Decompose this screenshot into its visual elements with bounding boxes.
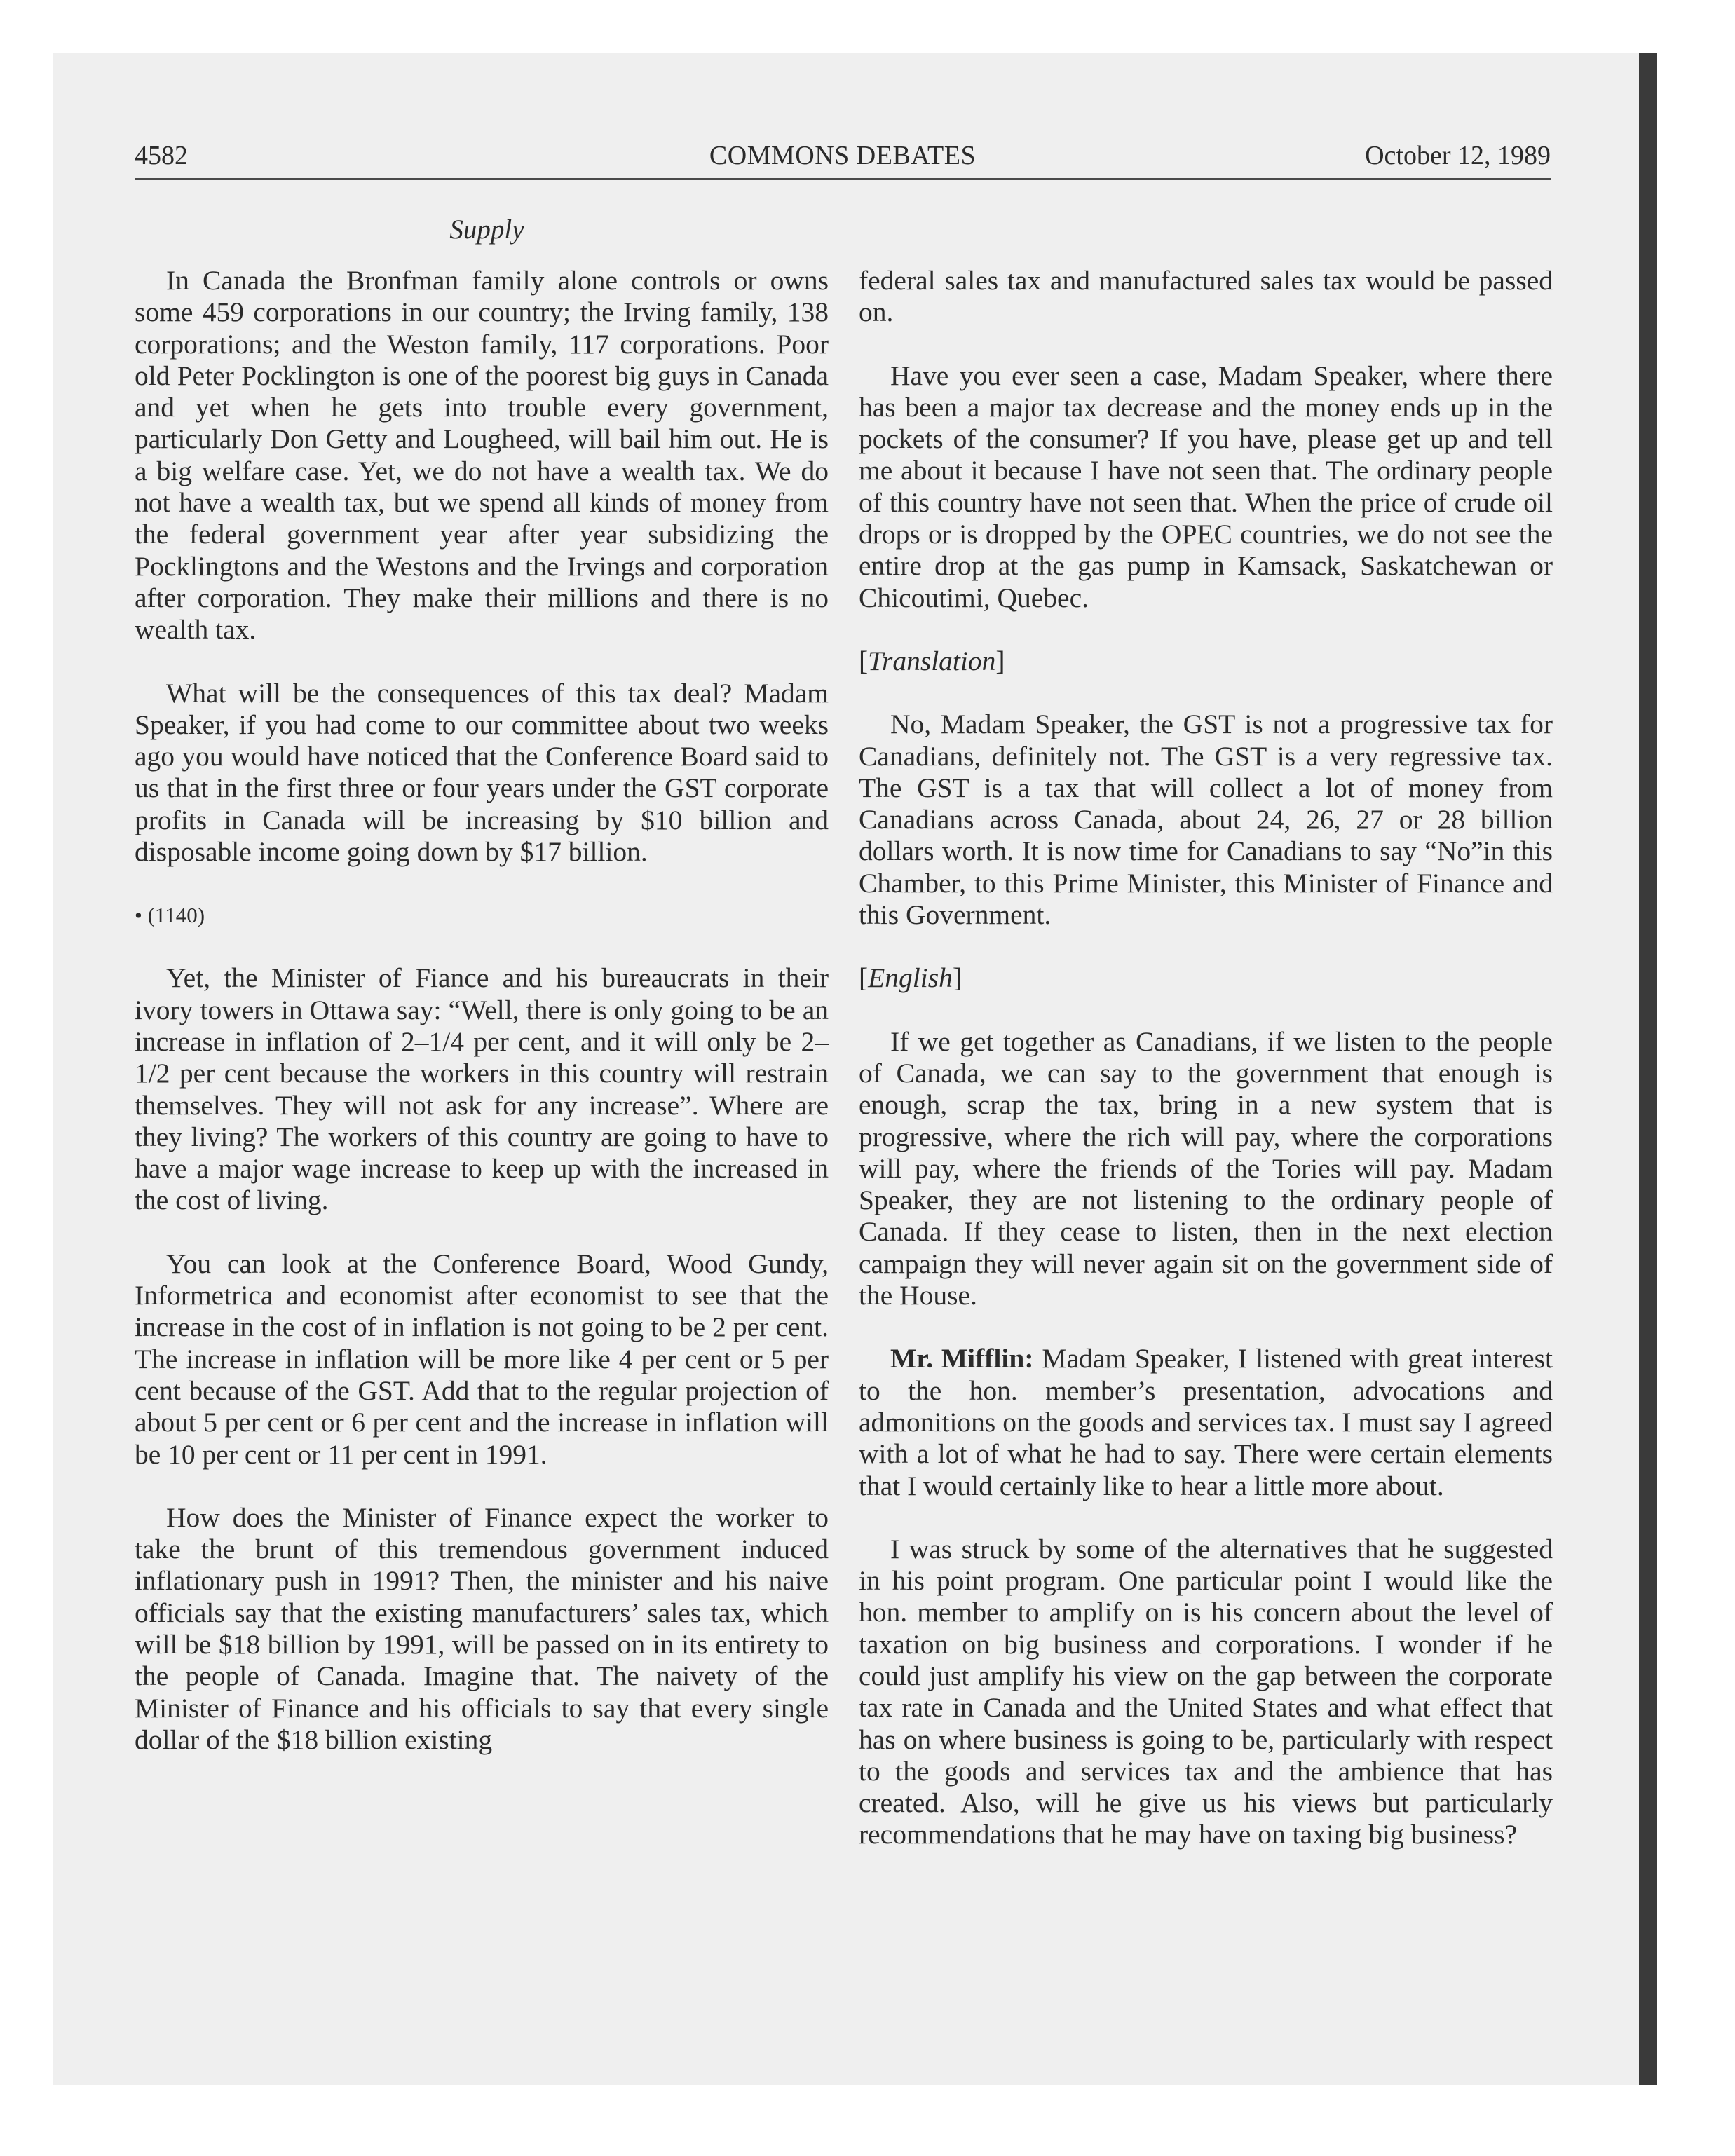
- paragraph: You can look at the Conference Board, Wood Gundy, Informetrica and economist after economist to see that the increase in the cost of in inflation is not going to be 2 per cent. The increase in inflation will be more like 4 per cent or 5 per cent because of the GST. Add that to the regular projection of about 5 per cent or 6 per cent and the increase in inflation will be 10 per cent or 11 per cent in 1991.: [135, 1248, 829, 1470]
- paragraph: In Canada the Bronfman family alone controls or owns some 459 corporations in our country; the Irving family, 138 corporations; and the Weston family, 117 corporations. Poor old Peter Pocklington is one of the poorest big guys in Canada and yet when he gets into trouble every government, particularly Don Getty and Lougheed, will bail him out. He is a big welfare case. Yet, we do not have a wealth tax. We do not have a wealth tax, but we spend all kinds of money from the federal government year after year subsidizing the Pocklingtons and the Westons and the Irvings and corporation after corporation. They make their millions and there is no wealth tax.: [135, 265, 829, 646]
- paragraph: Yet, the Minister of Fiance and his bureaucrats in their ivory towers in Ottawa say: “Well, there is only going to be an increase in inflation of 2–1/4 per cent, and it will only be 2–1/2 per cent because the workers in this country will restrain themselves. They will not ask for any increase”. Where are they living? The workers of this country are going to have to have a major wage increase to keep up with the increased in the cost of living.: [135, 962, 829, 1216]
- paragraph: How does the Minister of Finance expect the worker to take the brunt of this tremendous government induced inflationary push in 1991? Then, the minister and his naive officials say that the existing manufacturers’ sales tax, which will be $18 billion by 1991, will be passed on in its entirety to the people of Canada. Imagine that. The naivety of the Minister of Finance and his officials to say that every single dollar of the $18 billion existing: [135, 1501, 829, 1755]
- english-label: [English]: [859, 962, 962, 994]
- paragraph-continued: federal sales tax and manufactured sales tax would be passed on.: [859, 265, 1553, 328]
- paragraph: What will be the consequences of this tax deal? Madam Speaker, if you had come to our committee about two weeks ago you would have noticed that the Conference Board said to us that in the first three or four years under the GST corporate profits in Canada will be increasing by $10 billion and disposable income going down by $17 billion.: [135, 677, 829, 868]
- paragraph: No, Madam Speaker, the GST is not a progressive tax for Canadians, definitely not. The GST is a very regressive tax. The GST is a tax that will collect a lot of money from Canadians across Canada, about 24, 26, 27 or 28 billion dollars worth. It is now time for Canadians to say “No”in this Chamber, to this Prime Minister, this Minister of Finance and this Government.: [859, 709, 1553, 931]
- left-column: [135, 265, 829, 1787]
- right-column: [859, 265, 1553, 1883]
- publication-date: October 12, 1989: [1365, 141, 1551, 170]
- paragraph: Have you ever seen a case, Madam Speaker, where there has been a major tax decrease and the money ends up in the pockets of the consumer? If you have, please get up and tell me about it because I have not seen that. The ordinary people of this country have not seen that. When the price of crude oil drops or is dropped by the OPEC countries, we do not see the entire drop at the gas pump in Kamsack, Saskatchewan or Chicoutimi, Quebec.: [859, 360, 1553, 613]
- translation-label-text: Translation: [868, 645, 996, 676]
- english-label-text: English: [868, 962, 953, 994]
- speech-text: Madam Speaker, I listened with great interest to the hon. member’s presentation, advocations and admonitions on the goods and services tax. I must say I agreed with a lot of what he had to say. There were certain elements that I would certainly like to hear a little more about.: [859, 1343, 1553, 1501]
- paragraph: I was struck by some of the alternatives that he suggested in his point program. One particular point I would like the hon. member to amplify on is his concern about the level of taxation on big business and corporations. I wonder if he could just amplify his view on the gap between the corporate tax rate in Canada and the United States and what effect that has on where business is going to be, particularly with respect to the goods and services tax and the ambience that has created. Also, will he give us his views but particularly recommendations that he may have on taxing big business?: [859, 1533, 1553, 1850]
- page-number: 4582: [135, 141, 188, 170]
- speaker-name: Mr. Mifflin:: [890, 1343, 1034, 1374]
- page-header: [135, 139, 1551, 180]
- scan-edge-bar: [1639, 53, 1657, 2085]
- paragraph: If we get together as Canadians, if we listen to the people of Canada, we can say to the government that enough is enough, scrap the tax, bring in a new system that is progressive, where the rich will pay, where the corporations will pay, where the friends of the Tories will pay. Madam Speaker, they are not listening to the ordinary people of Canada. If they cease to listen, then in the next election campaign they will never again sit on the government side of the House.: [859, 1025, 1553, 1311]
- section-heading: Supply: [449, 214, 524, 245]
- publication-title: COMMONS DEBATES: [709, 141, 977, 170]
- speech-paragraph: [859, 1343, 1553, 1501]
- time-marker: • (1140): [135, 903, 205, 928]
- translation-label: [Translation]: [859, 645, 1005, 676]
